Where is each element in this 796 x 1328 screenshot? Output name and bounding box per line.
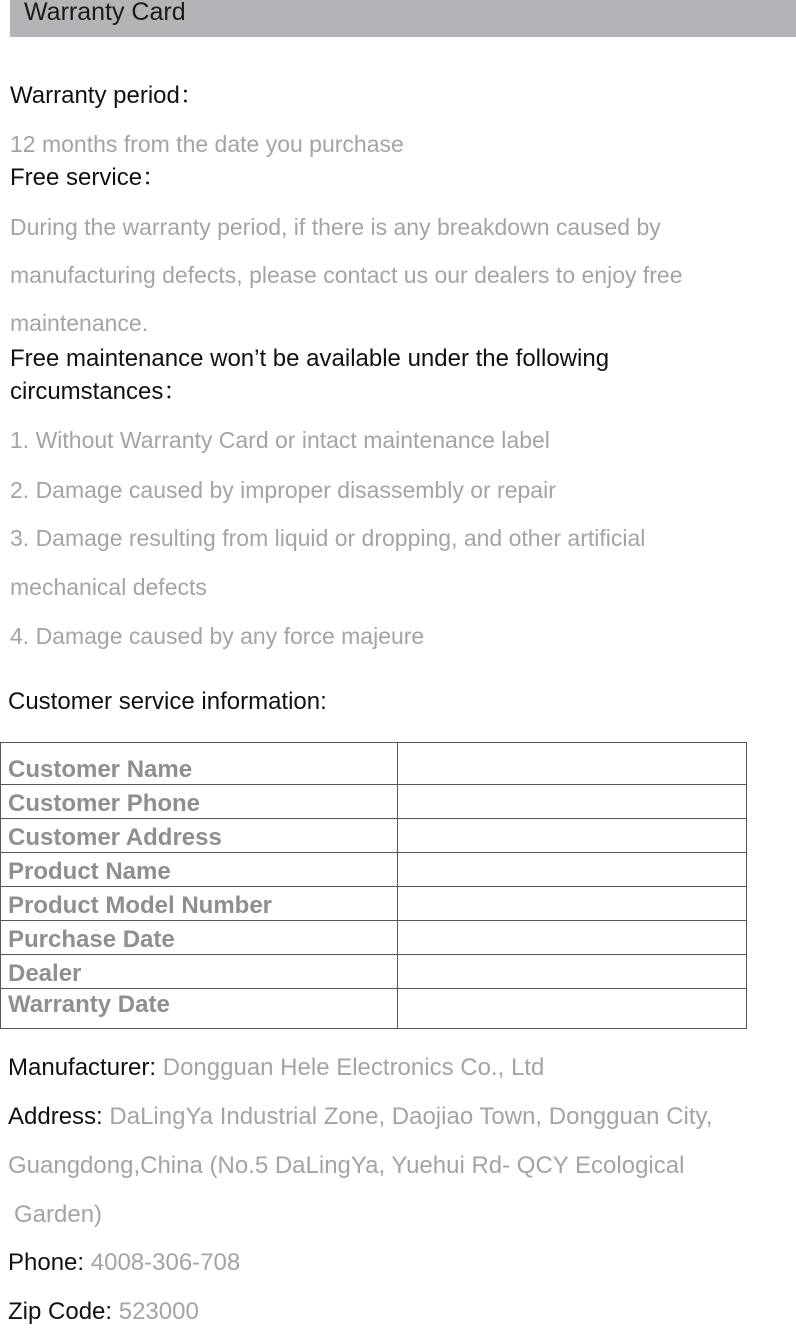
table-row [1,887,747,921]
product-name-value[interactable] [398,853,747,887]
free-service-heading: Free service： [10,164,167,191]
phone-line [8,1247,240,1279]
product-name-label: Product Name [1,853,398,887]
warranty-date-value[interactable] [398,989,747,1029]
customer-phone-label: Customer Phone [1,785,398,819]
exclusion-item-2: 2. Damage caused by improper disassembly or repair [10,477,556,503]
free-service-line-2: manufacturing defects, please contact us our dealers to enjoy free [10,262,683,288]
zip-code-line [8,1296,199,1328]
exclusion-item-3-cont: mechanical defects [10,574,207,600]
customer-address-label: Customer Address [1,819,398,853]
exclusions-heading-line-1: Free maintenance won’t be available under the following [10,345,610,372]
table-row [1,955,747,989]
customer-name-label: Customer Name [1,743,398,785]
phone-label: Phone: [8,1249,85,1276]
manufacturer-value: Dongguan Hele Electronics Co., Ltd [162,1054,545,1081]
address-label: Address: [8,1103,103,1130]
manufacturer-label: Manufacturer: [8,1054,157,1081]
manufacturer-line [8,1052,544,1084]
warranty-date-label: Warranty Date [1,989,398,1029]
purchase-date-label: Purchase Date [1,921,398,955]
dealer-label: Dealer [1,955,398,989]
warranty-period-heading: Warranty period： [10,82,204,109]
customer-info-table [0,742,747,1029]
dealer-value[interactable] [398,955,747,989]
address-value-line-1: DaLingYa Industrial Zone, Daojiao Town, Dongguan City, [109,1103,713,1130]
table-row [1,989,747,1029]
table-row [1,921,747,955]
customer-name-value[interactable] [398,743,747,785]
product-model-number-label: Product Model Number [1,887,398,921]
customer-phone-value[interactable] [398,785,747,819]
table-row [1,819,747,853]
customer-address-value[interactable] [398,819,747,853]
page-title: Warranty Card [24,0,186,26]
address-line [8,1101,712,1133]
zip-code-label: Zip Code: [8,1298,113,1325]
product-model-number-value[interactable] [398,887,747,921]
address-value-line-2: Guangdong,China (No.5 DaLingYa, Yuehui Rd- QCY Ecological [8,1152,685,1179]
customer-service-heading: Customer service information: [8,688,327,715]
exclusion-item-1: 1. Without Warranty Card or intact maintenance label [10,427,550,453]
free-service-line-3: maintenance. [10,310,149,336]
exclusions-heading-line-2: circumstances： [10,378,188,405]
exclusion-item-3: 3. Damage resulting from liquid or dropping, and other artificial [10,525,646,551]
table-row [1,785,747,819]
address-value-line-3: Garden) [14,1201,103,1228]
purchase-date-value[interactable] [398,921,747,955]
table-row [1,853,747,887]
free-service-line-1: During the warranty period, if there is any breakdown caused by [10,214,661,240]
phone-value: 4008-306-708 [90,1249,241,1276]
table-row [1,743,747,785]
zip-code-value: 523000 [118,1298,199,1325]
exclusion-item-4: 4. Damage caused by any force majeure [10,623,425,649]
warranty-period-text: 12 months from the date you purchase [10,131,404,157]
